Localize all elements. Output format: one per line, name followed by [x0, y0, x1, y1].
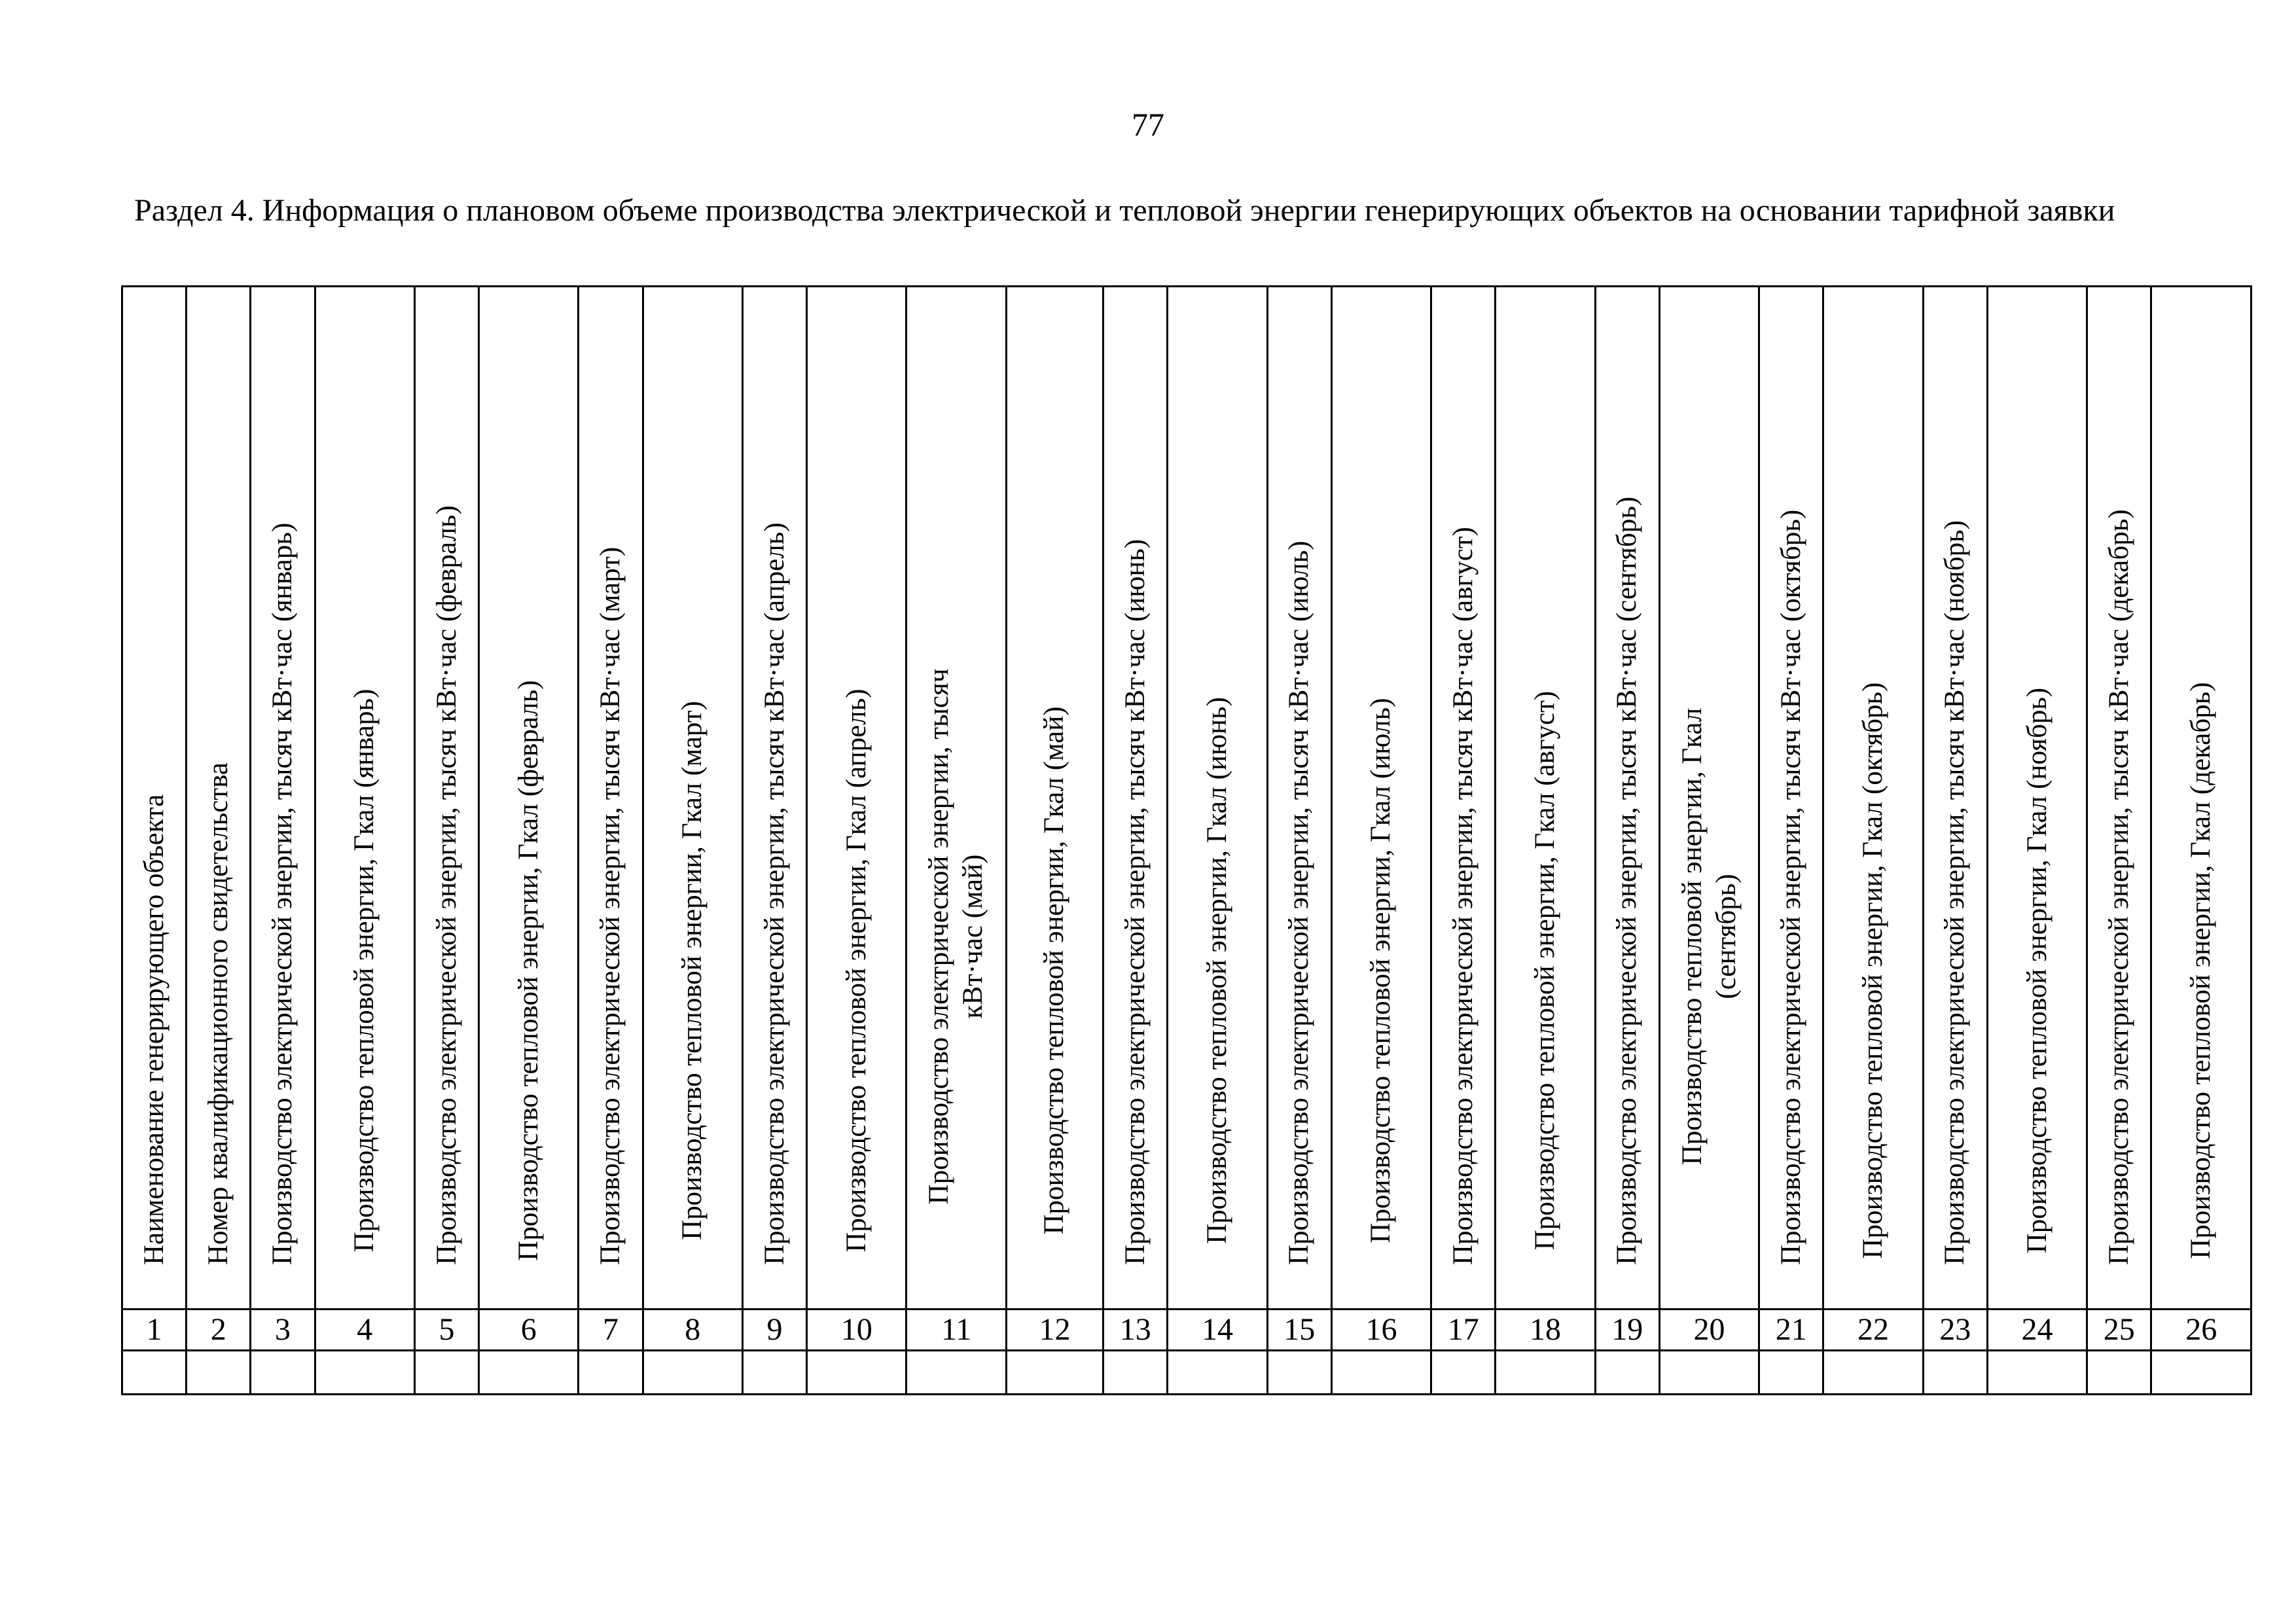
header-label-25: Производство электрической энергии, тысяч кВт·час (декабрь) [2103, 509, 2134, 1265]
header-cell-3 [251, 287, 315, 1310]
header-cell-10 [807, 287, 906, 1310]
column-number-4: 4 [315, 1310, 414, 1351]
table-cell [1595, 1351, 1659, 1395]
header-cell-25 [2087, 287, 2151, 1310]
column-number-14: 14 [1168, 1310, 1267, 1351]
column-number-26: 26 [2151, 1310, 2251, 1351]
table-cell [1006, 1351, 1103, 1395]
header-label-8: Производство тепловой энергии, Гкал (март) [677, 701, 708, 1240]
column-number-6: 6 [479, 1310, 579, 1351]
table-cell [1496, 1351, 1595, 1395]
table-cell [1759, 1351, 1823, 1395]
header-label-18: Производство тепловой энергии, Гкал (август) [1529, 690, 1560, 1251]
header-cell-24 [1987, 287, 2087, 1310]
header-cell-8 [643, 287, 742, 1310]
table-cell [1267, 1351, 1331, 1395]
table-cell [315, 1351, 414, 1395]
table-cell [1168, 1351, 1267, 1395]
column-number-12: 12 [1006, 1310, 1103, 1351]
header-cell-26 [2151, 287, 2251, 1310]
column-number-17: 17 [1431, 1310, 1496, 1351]
header-label-16: Производство тепловой энергии, Гкал (июль) [1365, 698, 1397, 1243]
header-label-14: Производство тепловой энергии, Гкал (июнь) [1201, 697, 1232, 1244]
header-cell-18 [1496, 287, 1595, 1310]
column-number-18: 18 [1496, 1310, 1595, 1351]
header-cell-9 [742, 287, 806, 1310]
header-label-17: Производство электрической энергии, тысяч кВт·час (август) [1447, 527, 1479, 1265]
table-cell [414, 1351, 478, 1395]
table-cell [643, 1351, 742, 1395]
header-label-2: Номер квалификационного свидетельства [202, 762, 234, 1265]
header-cell-16 [1331, 287, 1431, 1310]
table-cell [906, 1351, 1006, 1395]
section-title: Раздел 4. Информация о плановом объеме производства электрической и тепловой энергии генерирующих объектов на основании тарифной заявки [134, 193, 2115, 228]
column-number-7: 7 [579, 1310, 643, 1351]
column-number-22: 22 [1823, 1310, 1923, 1351]
header-cell-19 [1595, 287, 1659, 1310]
column-number-5: 5 [414, 1310, 478, 1351]
table-cell [1103, 1351, 1168, 1395]
column-number-16: 16 [1331, 1310, 1431, 1351]
header-label-1: Наименование генерирующего объекта [138, 794, 170, 1265]
header-cell-1 [122, 287, 187, 1310]
header-cell-2 [187, 287, 251, 1310]
column-number-13: 13 [1103, 1310, 1168, 1351]
header-cell-21 [1759, 287, 1823, 1310]
column-number-2: 2 [187, 1310, 251, 1351]
table-cell [807, 1351, 906, 1395]
header-cell-4 [315, 287, 414, 1310]
header-label-5: Производство электрической энергии, тысяч кВт·час (февраль) [431, 505, 462, 1265]
table-cell [742, 1351, 806, 1395]
table-cell [1431, 1351, 1496, 1395]
header-label-19: Производство электрической энергии, тысяч кВт·час (сентябрь) [1611, 496, 1643, 1265]
header-label-12: Производство тепловой энергии, Гкал (май) [1039, 706, 1070, 1235]
column-number-1: 1 [122, 1310, 187, 1351]
table-cell [479, 1351, 579, 1395]
header-label-3: Производство электрической энергии, тысяч кВт·час (январь) [267, 522, 298, 1265]
table-cell [2151, 1351, 2251, 1395]
header-label-7: Производство электрической энергии, тысяч кВт·час (март) [595, 546, 626, 1265]
header-label-22: Производство тепловой энергии, Гкал (октябрь) [1857, 682, 1889, 1259]
column-number-25: 25 [2087, 1310, 2151, 1351]
header-cell-6 [479, 287, 579, 1310]
header-label-6: Производство тепловой энергии, Гкал (февраль) [512, 680, 544, 1261]
header-label-21: Производство электрической энергии, тысяч кВт·час (октябрь) [1775, 509, 1806, 1265]
header-label-10: Производство тепловой энергии, Гкал (апрель) [840, 688, 872, 1253]
table-cell [1823, 1351, 1923, 1395]
column-number-23: 23 [1923, 1310, 1987, 1351]
table-cell [122, 1351, 187, 1395]
header-label-11: Производство электрической энергии, тысяч кВт·час (май) [924, 668, 989, 1205]
header-cell-23 [1923, 287, 1987, 1310]
header-label-4: Производство тепловой энергии, Гкал (январь) [349, 688, 380, 1253]
table-cell [187, 1351, 251, 1395]
header-cell-15 [1267, 287, 1331, 1310]
header-label-23: Производство электрической энергии, тысяч кВт·час (ноябрь) [1939, 520, 1971, 1265]
header-cell-7 [579, 287, 643, 1310]
column-number-11: 11 [906, 1310, 1006, 1351]
column-number-20: 20 [1659, 1310, 1759, 1351]
header-cell-17 [1431, 287, 1496, 1310]
table-cell [251, 1351, 315, 1395]
header-cell-20 [1659, 287, 1759, 1310]
column-number-21: 21 [1759, 1310, 1823, 1351]
column-number-10: 10 [807, 1310, 906, 1351]
table-cell [2087, 1351, 2151, 1395]
table-cell [1331, 1351, 1431, 1395]
table-cell [1659, 1351, 1759, 1395]
header-label-24: Производство тепловой энергии, Гкал (ноябрь) [2021, 687, 2053, 1254]
header-cell-13 [1103, 287, 1168, 1310]
page-number: 77 [1132, 106, 1164, 143]
table-cell [579, 1351, 643, 1395]
column-number-24: 24 [1987, 1310, 2087, 1351]
column-number-8: 8 [643, 1310, 742, 1351]
header-cell-14 [1168, 287, 1267, 1310]
header-cell-5 [414, 287, 478, 1310]
header-label-26: Производство тепловой энергии, Гкал (декабрь) [2185, 682, 2217, 1259]
column-number-19: 19 [1595, 1310, 1659, 1351]
column-number-9: 9 [742, 1310, 806, 1351]
table-cell [1987, 1351, 2087, 1395]
header-label-15: Производство электрической энергии, тысяч кВт·час (июль) [1283, 541, 1315, 1265]
header-label-13: Производство электрической энергии, тысяч кВт·час (июнь) [1119, 539, 1151, 1265]
header-cell-11 [906, 287, 1006, 1310]
column-number-row [122, 1310, 2251, 1351]
header-cell-22 [1823, 287, 1923, 1310]
column-number-3: 3 [251, 1310, 315, 1351]
header-label-20: Производство тепловой энергии, Гкал (сентябрь) [1676, 707, 1742, 1166]
energy-production-table [121, 285, 2252, 1395]
table-cell [1923, 1351, 1987, 1395]
table-row [122, 1351, 2251, 1395]
column-number-15: 15 [1267, 1310, 1331, 1351]
table-header-row [122, 287, 2251, 1310]
header-cell-12 [1006, 287, 1103, 1310]
header-label-9: Производство электрической энергии, тысяч кВт·час (апрель) [759, 522, 790, 1265]
